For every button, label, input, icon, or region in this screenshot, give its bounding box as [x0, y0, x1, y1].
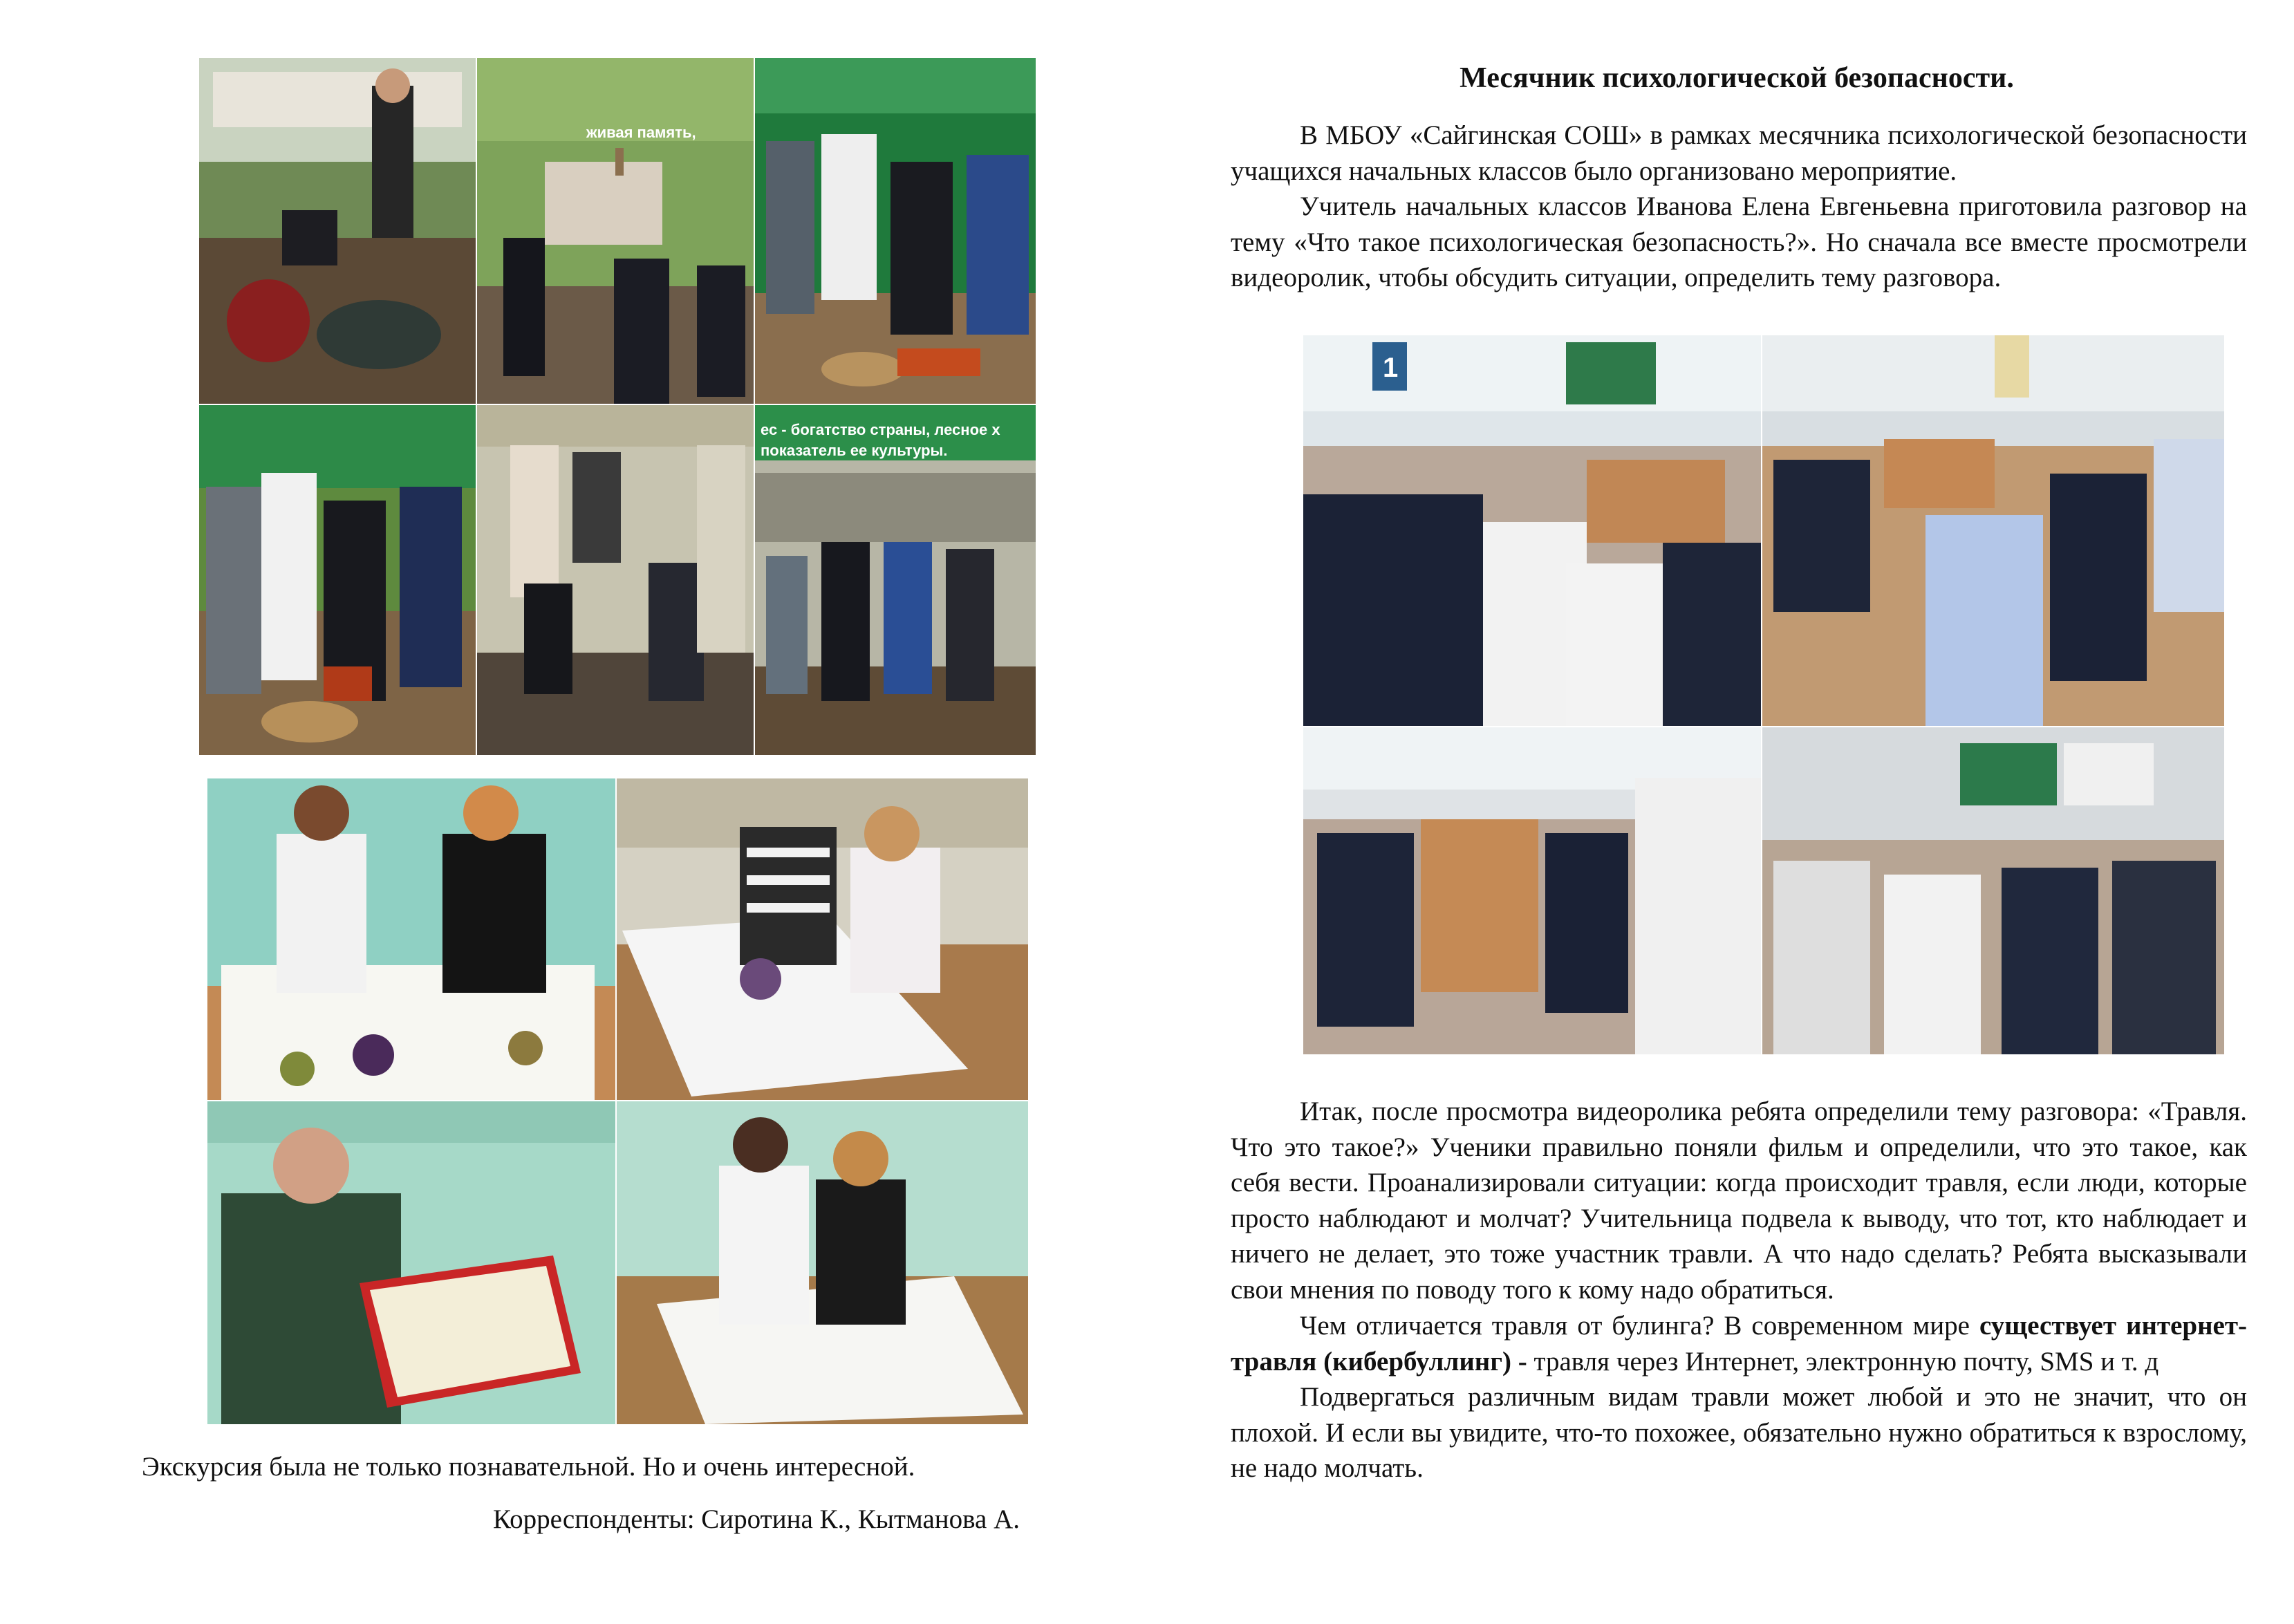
paragraph-bullying: Итак, после просмотра видеоролика ребята определили тему разговора: «Травля. Что это такое?» Ученики правильно поняли фильм и определили, что это такое, как себя вести. Проанализировали ситуации: когда происходит травля, если люди, которые просто наблюдают и молчат? Учительница подвела к выводу, что тот, кто наблюдает и ничего не делает, это тоже участник травли. А что надо сделать? Ребята высказывали свои мнения по поводу того к кому надо обратиться. [1231, 1096, 2247, 1305]
museum-banner-text-1: живая память, [586, 124, 696, 141]
cyberbullying-text-end: травля через Интернет, электронную почту, SMS и т. д [1527, 1346, 2159, 1376]
correspondents-credit: Корреспонденты: Сиротина К., Кытманова А. [493, 1504, 1020, 1534]
cyberbullying-text-start: Чем отличается травля от булинга? В современном мире [1300, 1311, 1979, 1341]
excursion-caption: Экскурсия была не только познавательной. Но и очень интересной. [142, 1452, 915, 1482]
paragraph-conclusion: Подвергаться различным видам травли может любой и это не значит, что он плохой. И если вы увидите, что-то похожее, обязательно нужно обратиться к взрослому, не надо молчать. [1231, 1382, 2247, 1484]
board-number-label: 1 [1383, 353, 1399, 383]
article-title: Месячник психологической безопасности. [1460, 62, 2014, 94]
herbarium-collage [207, 778, 1028, 1424]
classroom-collage [1303, 335, 2224, 1054]
paragraph-intro: В МБОУ «Сайгинская СОШ» в рамках месячника психологической безопасности учащихся начальных классов было организовано мероприятие. [1231, 120, 2247, 186]
paragraph-cyberbullying [1231, 1308, 2247, 1379]
museum-excursion-collage [199, 58, 1036, 755]
museum-banner-text-3: показатель ее культуры. [761, 442, 948, 459]
museum-banner-text-2: ес - богатство страны, лесное х [761, 421, 1000, 438]
cyberbullying-bold-text: существует интернет-травля (кибербуллинг) - [1231, 1311, 2248, 1376]
paragraph-teacher: Учитель начальных классов Иванова Елена Евгеньевна приготовила разговор на тему «Что такое психологическая безопасность?». Но сначала все вместе просмотрели видеоролик, чтобы обсудить ситуации, определить тему разговора. [1231, 192, 2247, 293]
